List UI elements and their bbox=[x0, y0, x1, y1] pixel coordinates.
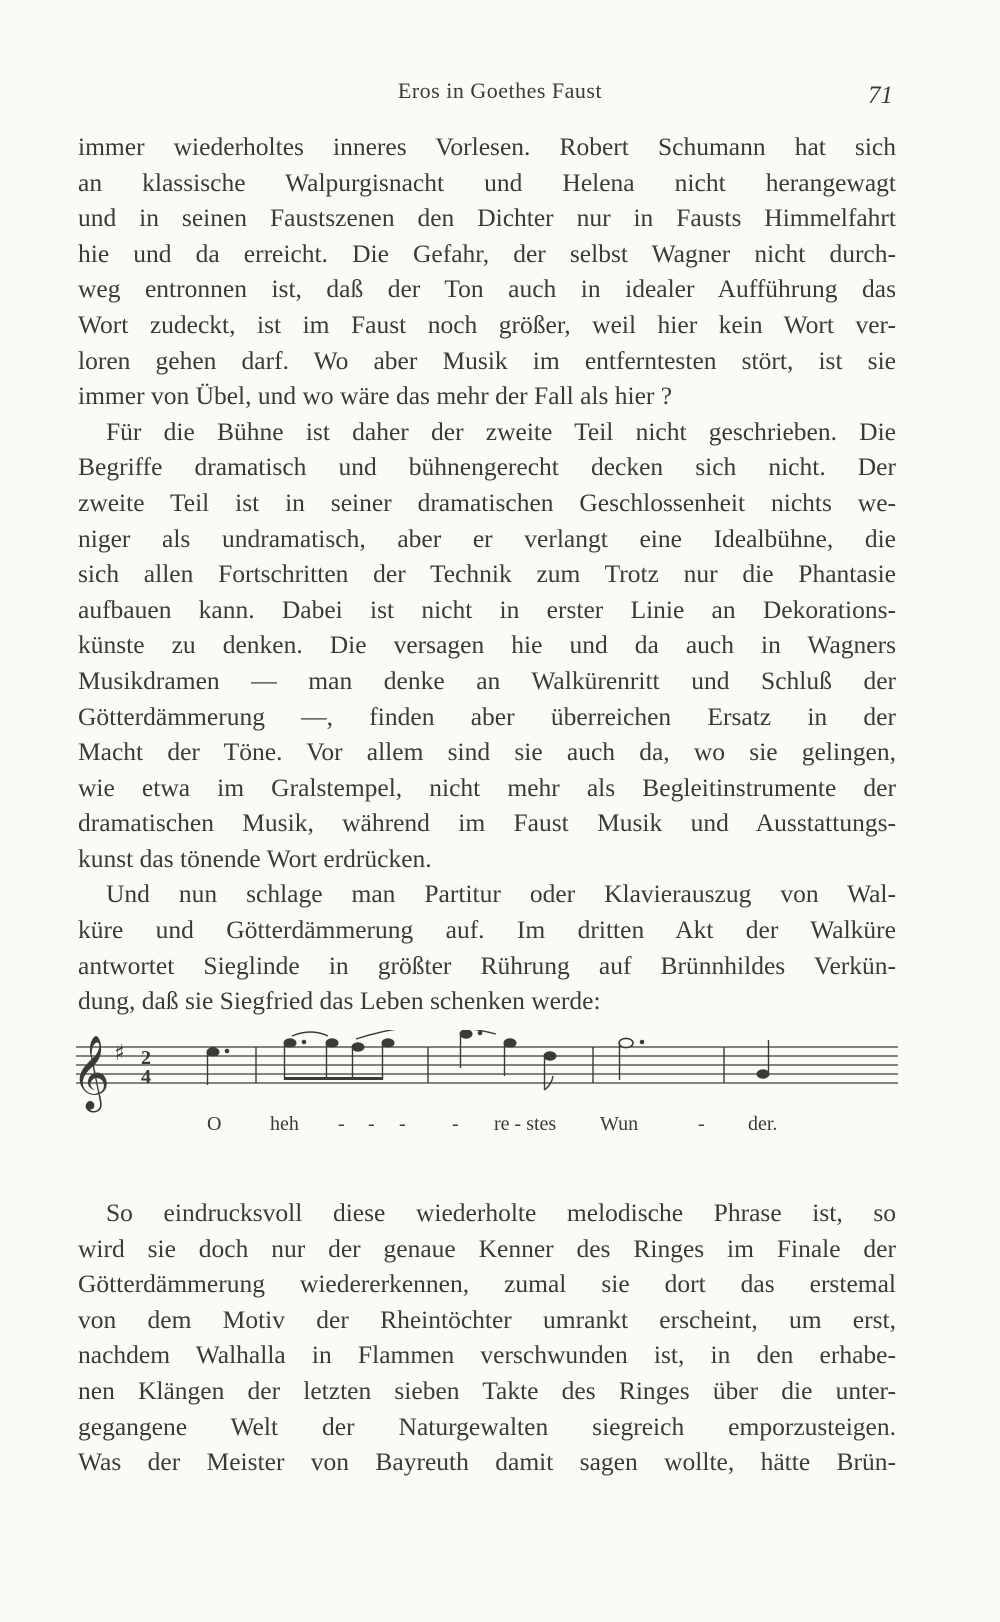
text-line: Für die Bühne ist daher der zweite Teil nicht geschrieben. Die bbox=[106, 416, 896, 446]
page-number: 71 bbox=[868, 82, 893, 109]
text-line: immer von Übel, und wo wäre das mehr der Fall als hier ? bbox=[78, 381, 673, 411]
lyric-syllable: heh bbox=[270, 1113, 299, 1135]
note bbox=[619, 1038, 633, 1047]
dot bbox=[640, 1040, 644, 1044]
music-example bbox=[66, 1030, 908, 1180]
note bbox=[207, 1048, 219, 1056]
time-signature-top: 2 bbox=[141, 1047, 151, 1069]
text-line: dung, daß sie Siegfried das Leben schenken werde: bbox=[78, 986, 601, 1016]
text-line: weg entronnen ist, daß der Ton auch in idealer Aufführung das bbox=[78, 274, 896, 304]
beam bbox=[284, 1077, 383, 1080]
text-line: Wort zudeckt, ist im Faust noch größer, weil hier kein Wort ver- bbox=[78, 309, 896, 339]
staff-lines bbox=[76, 1047, 898, 1083]
note bbox=[284, 1039, 296, 1047]
text-line: und in seinen Faustszenen den Dichter nur in Fausts Himmelfahrt bbox=[78, 203, 896, 233]
text-line: nen Klängen der letzten sieben Takte des Ringes über die unter- bbox=[78, 1375, 896, 1405]
text-line: antwortet Sieglinde in größter Rührung auf Brünnhildes Verkün- bbox=[78, 950, 896, 980]
lyric-syllable: O bbox=[207, 1113, 222, 1135]
text-line: Macht der Töne. Vor allem sind sie auch da, wo sie gelingen, bbox=[78, 737, 896, 767]
text-line: sich allen Fortschritten der Technik zum Trotz nur die Phantasie bbox=[78, 559, 896, 589]
text-line: wird sie doch nur der genaue Kenner des Ringes im Finale der bbox=[78, 1233, 896, 1263]
text-line: Begriffe dramatisch und bühnengerecht decken sich nicht. Der bbox=[78, 452, 896, 482]
dot bbox=[478, 1031, 482, 1035]
note bbox=[460, 1030, 472, 1038]
treble-clef-icon: 𝄞 bbox=[72, 1036, 110, 1110]
text-line: von dem Motiv der Rheintöchter umrankt erscheint, um erst, bbox=[78, 1304, 896, 1334]
running-head: Eros in Goethes Faust bbox=[397, 78, 603, 103]
text-line: künste zu denken. Die versagen hie und da auch in Wagners bbox=[78, 630, 896, 660]
text-line: Und nun schlage man Partitur oder Klavierauszug von Wal- bbox=[106, 879, 896, 909]
text-line: zweite Teil ist in seiner dramatischen Geschlossenheit nichts we- bbox=[78, 487, 896, 517]
lyric-hyphen: - bbox=[338, 1113, 345, 1135]
note bbox=[544, 1052, 556, 1060]
text-line: an klassische Walpurgisnacht und Helena nicht herangewagt bbox=[78, 167, 896, 197]
dot bbox=[302, 1040, 306, 1044]
text-line: aufbauen kann. Dabei ist nicht in erster Linie an Dekorations- bbox=[78, 594, 896, 624]
note bbox=[757, 1070, 769, 1078]
dot bbox=[225, 1049, 229, 1053]
text-line: niger als undramatisch, aber er verlangt eine Idealbühne, die bbox=[78, 523, 896, 553]
text-line: Götterdämmerung wiedererkennen, zumal sie dort das erstemal bbox=[78, 1269, 896, 1299]
text-line: dramatischen Musik, während im Faust Musik und Ausstattungs- bbox=[78, 808, 896, 838]
text-line: Was der Meister von Bayreuth damit sagen wollte, hätte Brün- bbox=[78, 1447, 896, 1477]
lyric-syllable: re - stes bbox=[494, 1113, 557, 1135]
text-line: Musikdramen — man denke an Walkürenritt und Schluß der bbox=[78, 665, 896, 695]
note bbox=[382, 1039, 394, 1047]
text-line: nachdem Walhalla in Flammen verschwunden ist, in den erhabe- bbox=[78, 1340, 896, 1370]
lyrics bbox=[207, 1113, 777, 1135]
text-line: So eindrucksvoll diese wiederholte melodische Phrase ist, so bbox=[106, 1198, 896, 1227]
text-line: wie etwa im Gralstempel, nicht mehr als Begleitinstrumente der bbox=[78, 772, 896, 802]
lyric-syllable: der. bbox=[748, 1113, 778, 1135]
lyric-hyphen: - bbox=[368, 1113, 375, 1135]
text-line: hie und da erreicht. Die Gefahr, der selbst Wagner nicht durch- bbox=[78, 238, 896, 268]
note bbox=[504, 1039, 516, 1047]
text-line: küre und Götterdämmerung auf. Im dritten Akt der Walküre bbox=[78, 915, 896, 945]
text-line: kunst das tönende Wort erdrücken. bbox=[78, 843, 432, 873]
text-line: gegangene Welt der Naturgewalten siegreich emporzusteigen. bbox=[78, 1411, 896, 1441]
note bbox=[352, 1043, 364, 1051]
time-signature-bottom: 4 bbox=[141, 1066, 151, 1088]
key-signature-sharp-icon: ♯ bbox=[114, 1041, 125, 1066]
lyric-hyphen: - bbox=[452, 1113, 459, 1135]
text-line: immer wiederholtes inneres Vorlesen. Robert Schumann hat sich bbox=[78, 132, 896, 161]
text-line: loren gehen darf. Wo aber Musik im entferntesten stört, ist sie bbox=[78, 345, 896, 375]
body-text-bottom bbox=[78, 1195, 896, 1480]
text-line: Götterdämmerung —, finden aber überreichen Ersatz in der bbox=[78, 701, 896, 731]
lyric-hyphen: - bbox=[399, 1113, 406, 1135]
lyric-hyphen: - bbox=[698, 1113, 705, 1135]
lyric-syllable: Wun bbox=[600, 1113, 639, 1135]
notes bbox=[207, 1030, 769, 1090]
note bbox=[326, 1039, 338, 1047]
body-text-top bbox=[78, 129, 896, 1019]
